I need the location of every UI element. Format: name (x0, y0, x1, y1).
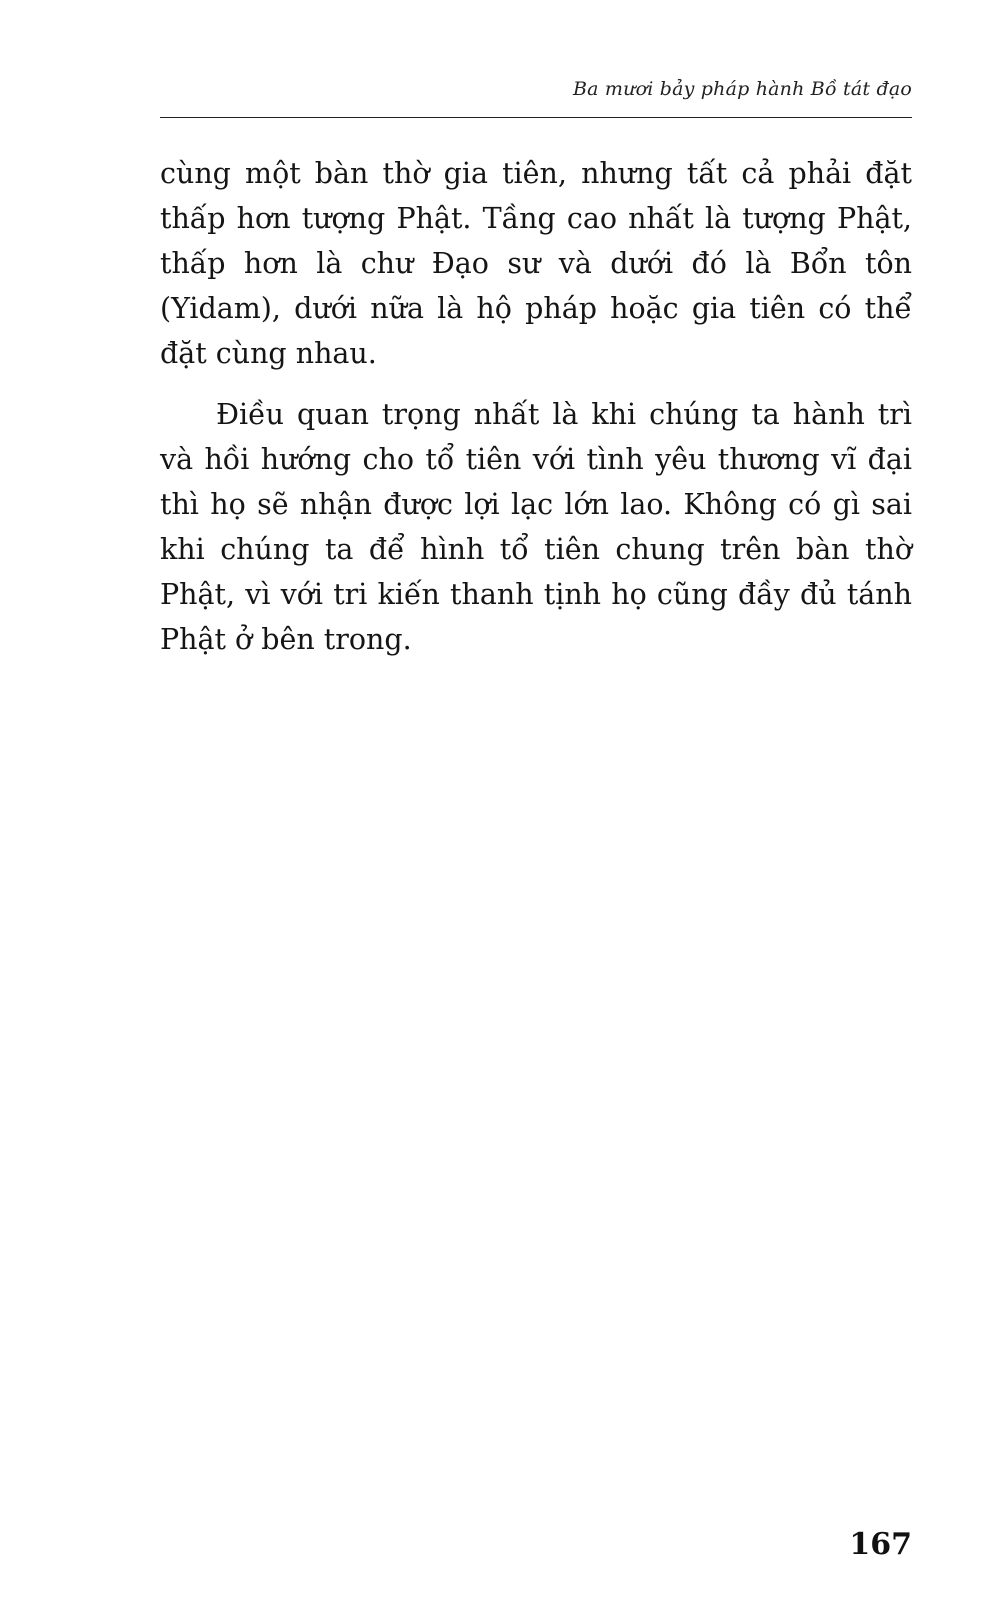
paragraph-continuation: cùng một bàn thờ gia tiên, nhưng tất cả phải đặt thấp hơn tượng Phật. Tầng cao nhất là tượng Phật, thấp hơn là chư Đạo sư và dưới đó là Bổn tôn (Yidam), dưới nữa là hộ pháp hoặc gia tiên có thể đặt cùng nhau. (160, 157, 912, 370)
header-divider (160, 117, 912, 118)
page-body (160, 151, 912, 678)
running-header-title: Ba mươi bảy pháp hành Bồ tát đạo (572, 78, 912, 100)
paragraph-main: Điều quan trọng nhất là khi chúng ta hành trì và hồi hướng cho tổ tiên với tình yêu thương vĩ đại thì họ sẽ nhận được lợi lạc lớn lao. Không có gì sai khi chúng ta để hình tổ tiên chung trên bàn thờ Phật, vì với tri kiến thanh tịnh họ cũng đầy đủ tánh Phật ở bên trong. (160, 398, 912, 656)
page-number: 167 (849, 1527, 912, 1562)
